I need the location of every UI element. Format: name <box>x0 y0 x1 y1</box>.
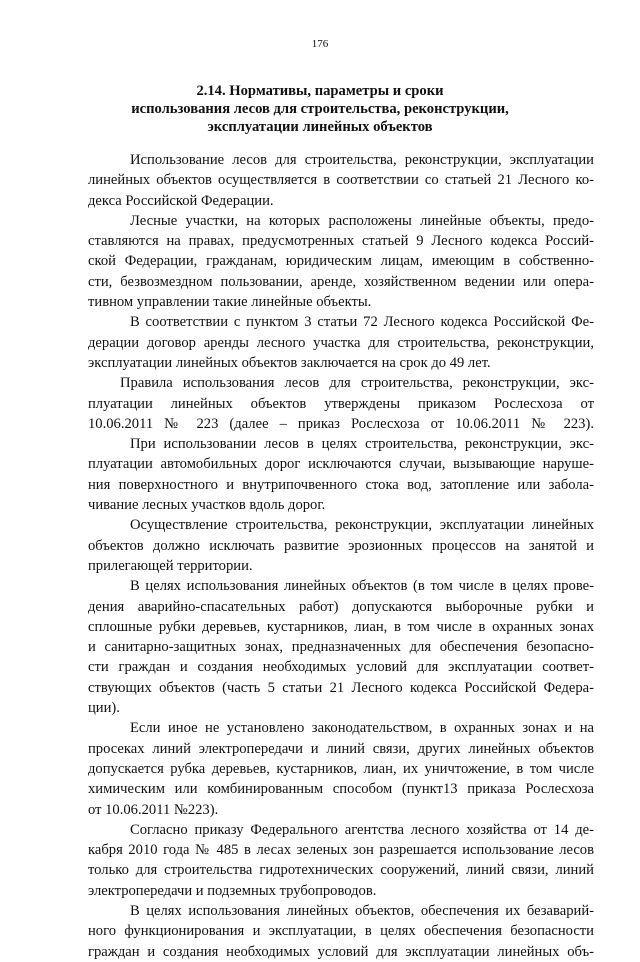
text-line: ствующих объектов (часть 5 статьи 21 Лесного кодекса Российской Федера- <box>88 679 594 696</box>
text-line: тивном управлении такие линейные объекты. <box>88 294 372 311</box>
text-line: от 10.06.2011 №223). <box>88 801 219 818</box>
paragraph <box>88 312 594 373</box>
text-line: плуатации линейных объектов утверждены приказом Рослесхоза от <box>88 395 594 412</box>
text-line: объектов должно исключать развитие эрозионных процессов на занятой и <box>88 537 594 554</box>
text-line: Правила использования лесов для строительства, реконструкции, экс- <box>120 375 594 392</box>
text-line: Согласно приказу Федерального агентства лесного хозяйства от 14 де- <box>130 821 594 838</box>
text-line: В целях использования линейных объектов (в том числе в целях прове- <box>130 578 594 595</box>
text-line: сти, безвозмездном пользовании, аренде, хозяйственном ведении или опера- <box>88 273 594 290</box>
text-line: декса Российской Федерации. <box>88 192 274 209</box>
text-line: ного функционирования и эксплуатации, в целях обеспечения безопасности <box>88 923 594 940</box>
text-line: В целях использования линейных объектов, обеспечения их безаварий- <box>130 902 594 919</box>
paragraph <box>88 434 594 515</box>
text-line: допускается рубка деревьев, кустарников, лиан, их уничтожение, в том числе <box>88 760 594 777</box>
text-line: граждан и создания необходимых условий для эксплуатации линейных объ- <box>88 943 594 960</box>
text-line: 10.06.2011 № 223 (далее – приказ Рослесхоза от 10.06.2011 № 223). <box>88 415 594 432</box>
text-line: чивание лесных участков вдоль дорог. <box>88 497 326 514</box>
text-line: дерации договор аренды лесного участка для строительства, реконструкции, <box>88 334 594 351</box>
text-line: дения аварийно-спасательных работ) допускаются выборочные рубки и <box>88 598 594 615</box>
text-line: и санитарно-защитных зонах, предназначенных для обеспечения безопасно- <box>88 639 594 656</box>
text-line: Лесные участки, на которых расположены линейные объекты, предо- <box>130 212 594 229</box>
paragraph <box>88 373 594 434</box>
text-line: В соответствии с пунктом 3 статьи 72 Лесного кодекса Российской Фе- <box>130 314 594 331</box>
paragraph <box>88 211 594 312</box>
text-line: кабря 2010 года № 485 в лесах зеленых зон разрешается использование лесов <box>88 842 594 859</box>
paragraph <box>88 515 594 576</box>
text-line: ции). <box>88 700 120 717</box>
text-line: линейных объектов осуществляется в соответствии со статьей 21 Лесного ко- <box>88 172 594 189</box>
paragraph <box>88 718 594 819</box>
text-line: ния поверхностного и внутрипочвенного стока вод, затопление или забола- <box>88 476 594 493</box>
text-line: эксплуатации линейных объектов заключается на срок до 49 лет. <box>88 354 491 371</box>
text-line: плуатации автомобильных дорог исключаются случаи, вызывающие наруше- <box>88 456 594 473</box>
paragraph <box>88 150 594 211</box>
text-line: сти граждан и создания необходимых условий для эксплуатации соответ- <box>88 659 594 676</box>
text-line: только для строительства гидротехнических сооружений, линий связи, линий <box>88 862 594 879</box>
text-line: Использование лесов для строительства, реконструкции, эксплуатации <box>130 152 594 168</box>
text-line: прилегающей территории. <box>88 557 253 574</box>
text-line: просеках линий электропередачи и линий связи, других линейных объектов <box>88 740 594 757</box>
section-heading <box>100 82 540 136</box>
paragraph <box>88 820 594 901</box>
heading-line: использования лесов для строительства, реконструкции, <box>131 101 509 117</box>
page-number: 176 <box>311 38 329 50</box>
paragraph <box>88 901 594 962</box>
text-line: химическим или комбинированным способом (пункт13 приказа Рослесхоза <box>88 781 594 798</box>
heading-line: 2.14. Нормативы, параметры и сроки <box>196 83 444 99</box>
text-line: сплошные рубки деревьев, кустарников, лиан, в том числе в охранных зонах <box>88 618 594 635</box>
body-text <box>88 150 594 962</box>
text-line: Осуществление строительства, реконструкции, эксплуатации линейных <box>130 517 594 534</box>
heading-line: эксплуатации линейных объектов <box>207 119 433 135</box>
text-line: электропередачи и подземных трубопроводов. <box>88 882 377 899</box>
text-line: Если иное не установлено законодательством, в охранных зонах и на <box>130 720 594 737</box>
text-line: ской Федерации, гражданам, юридическим лицам, имеющим в собственно- <box>88 253 594 270</box>
text-line: При использовании лесов в целях строительства, реконструкции, экс- <box>130 436 594 453</box>
paragraph <box>88 576 594 718</box>
text-line: ставляются на правах, предусмотренных статьей 9 Лесного кодекса Россий- <box>88 233 594 250</box>
